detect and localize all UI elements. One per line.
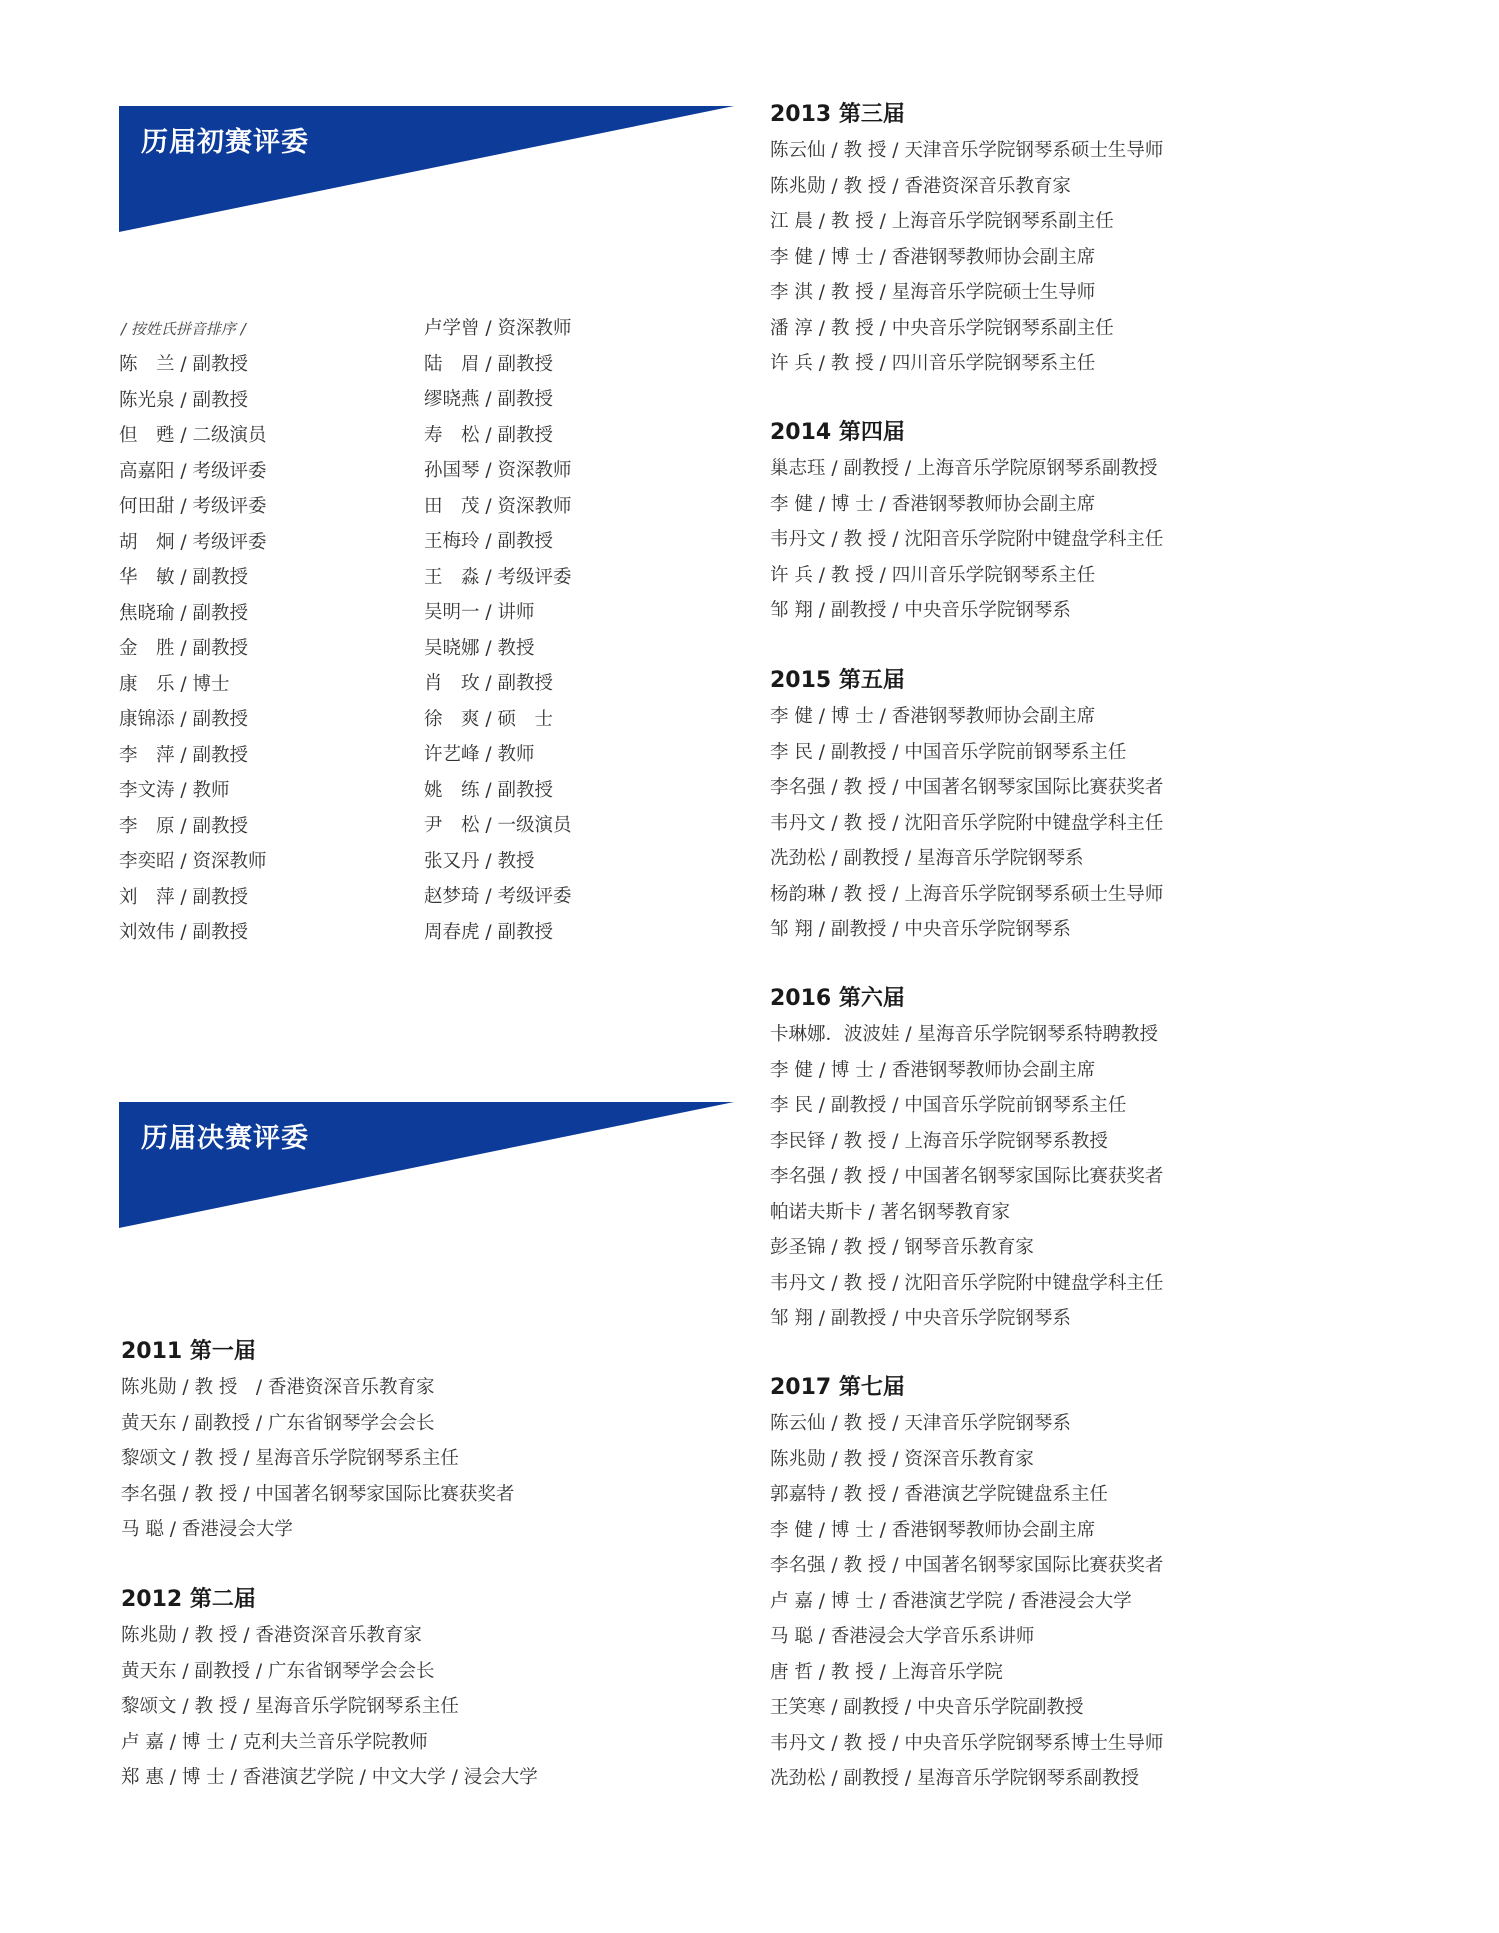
- judge-entry: 巢志珏 / 副教授 / 上海音乐学院原钢琴系副教授: [770, 458, 1158, 479]
- judge-entry: 唐 哲 / 教 授 / 上海音乐学院: [770, 1661, 1003, 1683]
- judge-entry: 吴明一 / 讲师: [424, 602, 535, 623]
- judge-entry: 姚 练 / 副教授: [424, 779, 553, 801]
- judge-entry: 黄天东 / 副教授 / 广东省钢琴学会会长: [121, 1660, 435, 1682]
- judge-entry: 李 民 / 副教授 / 中国音乐学院前钢琴系主任: [770, 741, 1127, 763]
- year-block-2017: [770, 1370, 1163, 1797]
- year-block-2012: [121, 1582, 538, 1796]
- judge-entry: 马 聪 / 香港浸会大学: [121, 1519, 293, 1540]
- judge-entry: 周春虎 / 副教授: [424, 921, 553, 943]
- year-title: 2016 第六届: [770, 986, 905, 1011]
- prelim-column-2: [424, 311, 572, 950]
- judge-entry: 李民铎 / 教 授 / 上海音乐学院钢琴系教授: [770, 1130, 1108, 1152]
- judge-entry: 韦丹文 / 教 授 / 中央音乐学院钢琴系博士生导师: [770, 1732, 1164, 1754]
- prelim-title: 历届初赛评委: [141, 127, 309, 158]
- judge-entry: 寿 松 / 副教授: [424, 424, 553, 446]
- judge-entry: 王笑寒 / 副教授 / 中央音乐学院副教授: [770, 1697, 1084, 1718]
- year-title: 2012 第二届: [121, 1587, 256, 1612]
- judge-entry: 黄天东 / 副教授 / 广东省钢琴学会会长: [121, 1412, 435, 1434]
- judge-entry: 卢学曾 / 资深教师: [424, 318, 572, 339]
- judge-entry: 帕诺夫斯卡 / 著名钢琴教育家: [770, 1201, 1010, 1223]
- judge-entry: 但 甦 / 二级演员: [119, 425, 267, 446]
- judge-entry: 许 兵 / 教 授 / 四川音乐学院钢琴系主任: [770, 353, 1096, 374]
- judge-entry: 李名强 / 教 授 / 中国著名钢琴家国际比赛获奖者: [770, 1555, 1164, 1576]
- judge-entry: 陈光泉 / 副教授: [119, 389, 248, 411]
- judge-entry: 孙国琴 / 资深教师: [424, 460, 572, 481]
- judge-entry: 马 聪 / 香港浸会大学音乐系讲师: [770, 1626, 1035, 1647]
- judge-entry: 李 健 / 博 士 / 香港钢琴教师协会副主席: [770, 706, 1096, 727]
- year-title: 2017 第七届: [770, 1375, 905, 1400]
- year-block-2016: [770, 981, 1163, 1337]
- judge-entry: 李 淇 / 教 授 / 星海音乐学院硕士生导师: [770, 282, 1096, 303]
- judge-entry: 彭圣锦 / 教 授 / 钢琴音乐教育家: [770, 1237, 1034, 1258]
- judge-entry: 许 兵 / 教 授 / 四川音乐学院钢琴系主任: [770, 564, 1096, 586]
- year-title: 2013 第三届: [770, 102, 905, 127]
- judge-entry: 陈 兰 / 副教授: [119, 354, 248, 375]
- judge-entry: 郑 惠 / 博 士 / 香港演艺学院 / 中文大学 / 浸会大学: [121, 1767, 538, 1788]
- judge-entry: 李名强 / 教 授 / 中国著名钢琴家国际比赛获奖者: [770, 777, 1164, 798]
- judge-entry: 陈兆勋 / 教 授 / 香港资深音乐教育家: [121, 1625, 422, 1646]
- judge-entry: 吴晓娜 / 教授: [424, 637, 535, 659]
- judge-entry: 徐 爽 / 硕 士: [424, 708, 553, 730]
- judge-entry: 潘 淳 / 教 授 / 中央音乐学院钢琴系副主任: [770, 317, 1114, 339]
- final-title: 历届决赛评委: [141, 1123, 309, 1154]
- prelim-banner: [119, 106, 734, 238]
- judge-entry: 郭嘉特 / 教 授 / 香港演艺学院键盘系主任: [770, 1484, 1108, 1505]
- judge-entry: 黎颂文 / 教 授 / 星海音乐学院钢琴系主任: [121, 1696, 459, 1717]
- judge-entry: 李 民 / 副教授 / 中国音乐学院前钢琴系主任: [770, 1095, 1127, 1116]
- final-banner: [119, 1102, 734, 1234]
- judge-entry: 李 萍 / 副教授: [119, 744, 248, 766]
- year-block-2013: [770, 97, 1163, 382]
- judge-entry: 康锦添 / 副教授: [119, 709, 248, 730]
- judge-entry: 邹 翔 / 副教授 / 中央音乐学院钢琴系: [770, 919, 1071, 940]
- judge-entry: 陈兆勋 / 教 授 / 香港资深音乐教育家: [121, 1377, 435, 1398]
- judge-entry: 陈兆勋 / 教 授 / 资深音乐教育家: [770, 1448, 1034, 1470]
- judge-entry: 韦丹文 / 教 授 / 沈阳音乐学院附中键盘学科主任: [770, 529, 1164, 550]
- judge-entry: 张又丹 / 教授: [424, 850, 535, 872]
- judge-entry: 陈云仙 / 教 授 / 天津音乐学院钢琴系: [770, 1413, 1071, 1434]
- judge-entry: 陈云仙 / 教 授 / 天津音乐学院钢琴系硕士生导师: [770, 140, 1164, 161]
- year-title: 2011 第一届: [121, 1339, 256, 1364]
- year-block-2014: [770, 415, 1163, 629]
- judge-entry: 何田甜 / 考级评委: [119, 496, 267, 517]
- year-block-2015: [770, 663, 1163, 948]
- year-title: 2014 第四届: [770, 420, 905, 445]
- year-title: 2015 第五届: [770, 668, 905, 693]
- judge-entry: 王 淼 / 考级评委: [424, 566, 572, 588]
- judge-entry: 高嘉阳 / 考级评委: [119, 460, 267, 482]
- judge-entry: 卢 嘉 / 博 士 / 香港演艺学院 / 香港浸会大学: [770, 1590, 1132, 1612]
- prelim-column-1: [119, 347, 267, 951]
- judge-entry: 卢 嘉 / 博 士 / 克利夫兰音乐学院教师: [121, 1731, 428, 1753]
- judge-entry: 卡琳娜．波波娃 / 星海音乐学院钢琴系特聘教授: [770, 1024, 1158, 1045]
- judge-entry: 田 茂 / 资深教师: [424, 495, 572, 517]
- judge-entry: 刘 萍 / 副教授: [119, 886, 248, 908]
- judge-entry: 邹 翔 / 副教授 / 中央音乐学院钢琴系: [770, 600, 1071, 621]
- judge-entry: 缪晓燕 / 副教授: [424, 389, 553, 410]
- judge-entry: 尹 松 / 一级演员: [424, 815, 572, 836]
- judge-entry: 邹 翔 / 副教授 / 中央音乐学院钢琴系: [770, 1308, 1071, 1329]
- judge-entry: 李名强 / 教 授 / 中国著名钢琴家国际比赛获奖者: [121, 1483, 515, 1505]
- judge-entry: 李 健 / 博 士 / 香港钢琴教师协会副主席: [770, 246, 1096, 268]
- judge-entry: 杨韵琳 / 教 授 / 上海音乐学院钢琴系硕士生导师: [770, 883, 1164, 905]
- sort-note: / 按姓氏拼音排序 /: [121, 320, 246, 338]
- judge-entry: 李 健 / 博 士 / 香港钢琴教师协会副主席: [770, 493, 1096, 515]
- judge-entry: 冼劲松 / 副教授 / 星海音乐学院钢琴系副教授: [770, 1768, 1139, 1789]
- judge-entry: 李文涛 / 教师: [119, 780, 230, 801]
- judge-entry: 黎颂文 / 教 授 / 星海音乐学院钢琴系主任: [121, 1448, 459, 1469]
- judge-entry: 李 健 / 博 士 / 香港钢琴教师协会副主席: [770, 1519, 1096, 1541]
- judge-entry: 许艺峰 / 教师: [424, 744, 535, 765]
- year-block-2011: [121, 1334, 514, 1548]
- judge-entry: 韦丹文 / 教 授 / 沈阳音乐学院附中键盘学科主任: [770, 812, 1164, 834]
- judge-entry: 韦丹文 / 教 授 / 沈阳音乐学院附中键盘学科主任: [770, 1272, 1164, 1294]
- judge-entry: 陆 眉 / 副教授: [424, 353, 553, 375]
- judge-entry: 康 乐 / 博士: [119, 673, 230, 695]
- judge-entry: 陈兆勋 / 教 授 / 香港资深音乐教育家: [770, 175, 1071, 197]
- judge-entry: 肖 玫 / 副教授: [424, 673, 553, 694]
- judge-entry: 李 健 / 博 士 / 香港钢琴教师协会副主席: [770, 1059, 1096, 1081]
- judge-entry: 金 胜 / 副教授: [119, 638, 248, 659]
- judge-entry: 胡 炯 / 考级评委: [119, 531, 267, 553]
- judge-entry: 江 晨 / 教 授 / 上海音乐学院钢琴系副主任: [770, 211, 1114, 232]
- judge-entry: 王梅玲 / 副教授: [424, 531, 553, 552]
- judge-entry: 李名强 / 教 授 / 中国著名钢琴家国际比赛获奖者: [770, 1166, 1164, 1187]
- judge-entry: 冼劲松 / 副教授 / 星海音乐学院钢琴系: [770, 848, 1084, 869]
- judge-entry: 李奕昭 / 资深教师: [119, 851, 267, 872]
- judge-entry: 华 敏 / 副教授: [119, 567, 248, 588]
- judge-entry: 刘效伟 / 副教授: [119, 922, 248, 943]
- judge-entry: 赵梦琦 / 考级评委: [424, 886, 572, 907]
- judge-entry: 焦晓瑜 / 副教授: [119, 602, 248, 624]
- judge-entry: 李 原 / 副教授: [119, 815, 248, 837]
